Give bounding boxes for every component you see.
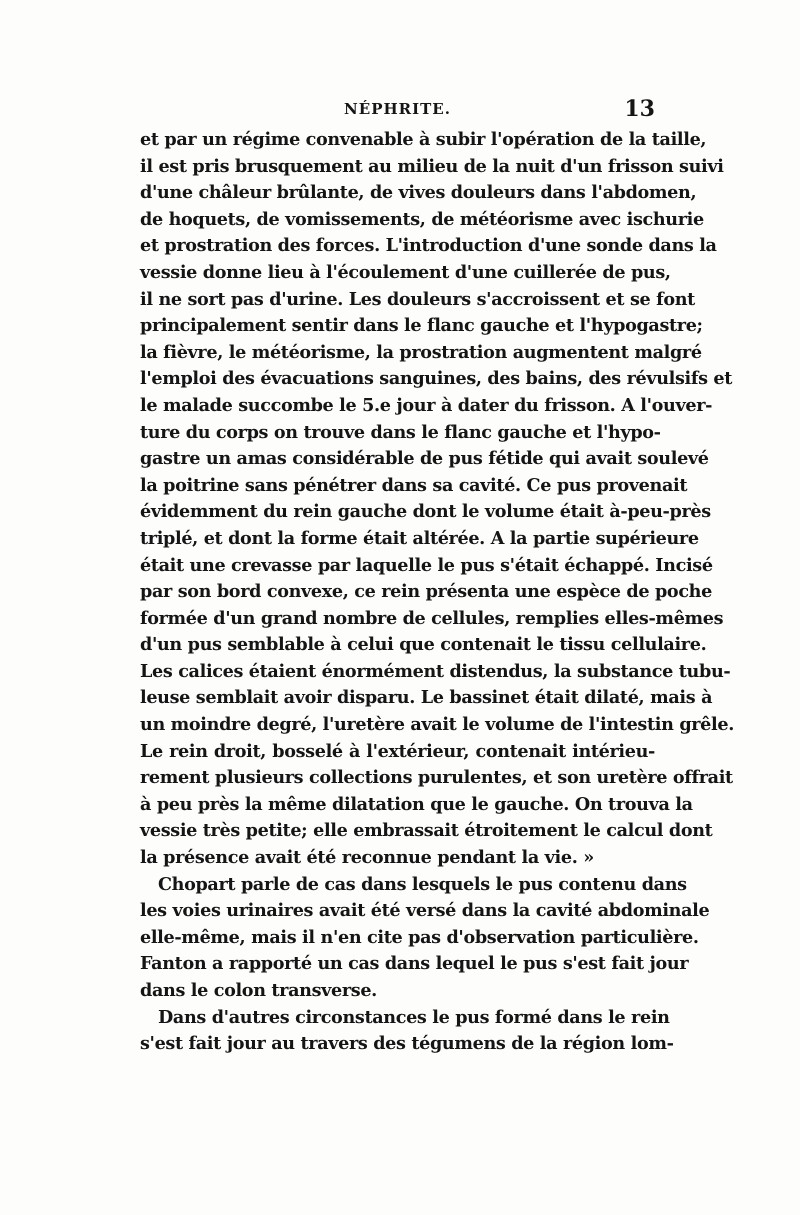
- text-line: il est pris brusquement au milieu de la nuit d'un frisson suivi: [140, 155, 724, 177]
- text-line: formée d'un grand nombre de cellules, remplies elles-mêmes: [140, 607, 724, 629]
- text-line: il ne sort pas d'urine. Les douleurs s'accroissent et se font: [140, 288, 695, 310]
- text-line: principalement sentir dans le flanc gauche et l'hypogastre;: [140, 315, 703, 337]
- running-title: NÉPHRITE.: [344, 100, 451, 118]
- text-line: d'un pus semblable à celui que contenait le tissu cellulaire.: [140, 634, 707, 656]
- text-line: rement plusieurs collections purulentes, et son uretère offrait: [140, 767, 733, 789]
- text-line: l'emploi des évacuations sanguines, des bains, des révulsifs et: [140, 368, 733, 390]
- text-line: était une crevasse par laquelle le pus s'était échappé. Incisé: [140, 554, 713, 576]
- text-line: d'une châleur brûlante, de vives douleurs dans l'abdomen,: [140, 182, 697, 204]
- running-head: [140, 96, 655, 120]
- text-line: vessie donne lieu à l'écoulement d'une cuillerée de pus,: [140, 261, 671, 283]
- text-line: de hoquets, de vomissements, de météorisme avec ischurie: [140, 208, 704, 230]
- text-line: la poitrine sans pénétrer dans sa cavité. Ce pus provenait: [140, 474, 688, 496]
- text-line: évidemment du rein gauche dont le volume était à-peu-près: [140, 501, 711, 523]
- text-line: la fièvre, le météorisme, la prostration augmentent malgré: [140, 341, 702, 363]
- text-line: vessie très petite; elle embrassait étroitement le calcul dont: [140, 820, 713, 842]
- text-line: ture du corps on trouve dans le flanc gauche et l'hypo-: [140, 421, 661, 443]
- text-line: triplé, et dont la forme était altérée. A la partie supérieure: [140, 527, 699, 549]
- text-line: Le rein droit, bosselé à l'extérieur, contenait intérieu-: [140, 740, 655, 762]
- text-line: dans le colon transverse.: [140, 980, 377, 1001]
- text-line: le malade succombe le 5.e jour à dater du frisson. A l'ouver-: [140, 394, 713, 416]
- text-line: Dans d'autres circonstances le pus formé dans le rein: [158, 1006, 670, 1028]
- text-line: la présence avait été reconnue pendant la vie. »: [140, 847, 594, 869]
- text-line: Chopart parle de cas dans lesquels le pus contenu dans: [158, 873, 687, 895]
- page-number: 13: [624, 96, 655, 122]
- text-line: et prostration des forces. L'introduction d'une sonde dans la: [140, 235, 717, 257]
- text-line: Les calices étaient énormément distendus, la substance tubu-: [140, 660, 731, 682]
- text-line: gastre un amas considérable de pus fétide qui avait soulevé: [140, 448, 709, 470]
- text-line: elle-même, mais il n'en cite pas d'observation particulière.: [140, 926, 699, 948]
- text-line: à peu près la même dilatation que le gauche. On trouva la: [140, 793, 693, 815]
- text-line: un moindre degré, l'uretère avait le volume de l'intestin grêle.: [140, 714, 734, 736]
- text-line: et par un régime convenable à subir l'opération de la taille,: [140, 129, 707, 150]
- text-line: par son bord convexe, ce rein présenta une espèce de poche: [140, 581, 712, 603]
- text-line: leuse semblait avoir disparu. Le bassinet était dilaté, mais à: [140, 687, 713, 709]
- body-text: [140, 127, 734, 1058]
- text-line: Fanton a rapporté un cas dans lequel le pus s'est fait jour: [140, 953, 689, 975]
- text-line: les voies urinaires avait été versé dans la cavité abdominale: [140, 900, 710, 922]
- text-line: s'est fait jour au travers des tégumens de la région lom-: [140, 1033, 674, 1055]
